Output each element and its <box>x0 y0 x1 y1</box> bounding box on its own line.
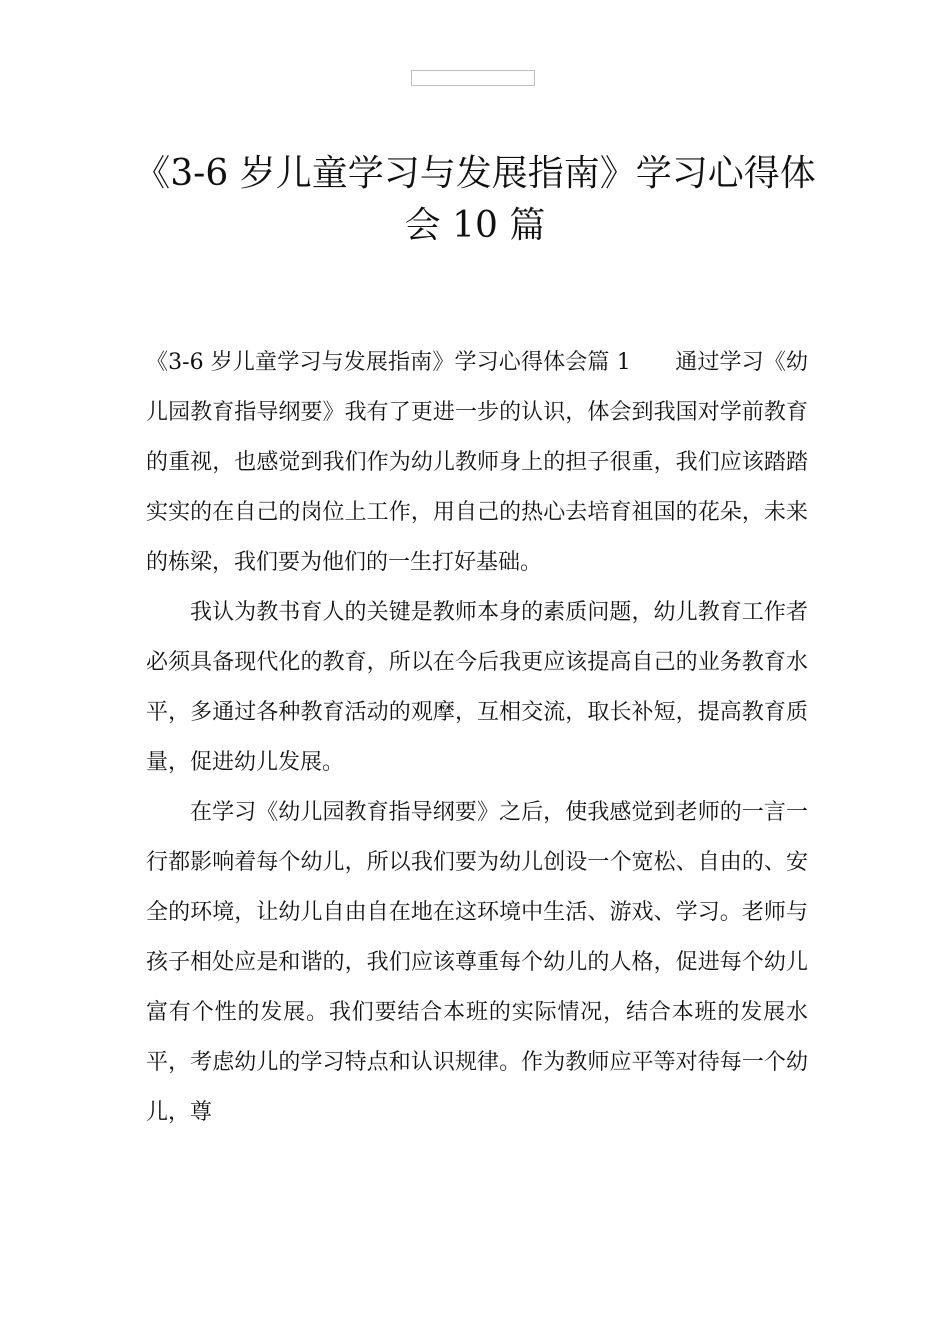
title-line-2: 会 10 篇 <box>404 205 546 246</box>
header-box <box>411 70 535 86</box>
paragraph-2: 我认为教书育人的关键是教师本身的素质问题，幼儿教育工作者必须具备现代化的教育，所以在今后我更应该提高自己的业务教育水平，多通过各种教育活动的观摩，互相交流，取长补短，提高教育质量，促进幼儿发展。 <box>146 600 808 775</box>
paragraph-1: 《3-6 岁儿童学习与发展指南》学习心得体会篇 1 通过学习《幼儿园教育指导纲要》我有了更进一步的认识，体会到我国对学前教育的重视，也感觉到我们作为幼儿教师身上的担子很重，我们应该踏踏实实的在自己的岗位上工作，用自己的热心去培育祖国的花朵，未来的栋梁，我们要为他们的一生打好基础。 <box>146 350 808 575</box>
paragraph-3: 在学习《幼儿园教育指导纲要》之后，使我感觉到老师的一言一行都影响着每个幼儿，所以我们要为幼儿创设一个宽松、自由的、安全的环境，让幼儿自由自在地在这环境中生活、游戏、学习。老师与孩子相处应是和谐的，我们应该尊重每个幼儿的人格，促进每个幼儿富有个性的发展。我们要结合本班的实际情况，结合本班的发展水平，考虑幼儿的学习特点和认识规律。作为教师应平等对待每一个幼儿，尊 <box>146 800 808 1125</box>
title-line-1: 《3-6 岁儿童学习与发展指南》学习心得体 <box>134 153 816 194</box>
document-body <box>146 338 808 1138</box>
document-title <box>100 148 850 252</box>
